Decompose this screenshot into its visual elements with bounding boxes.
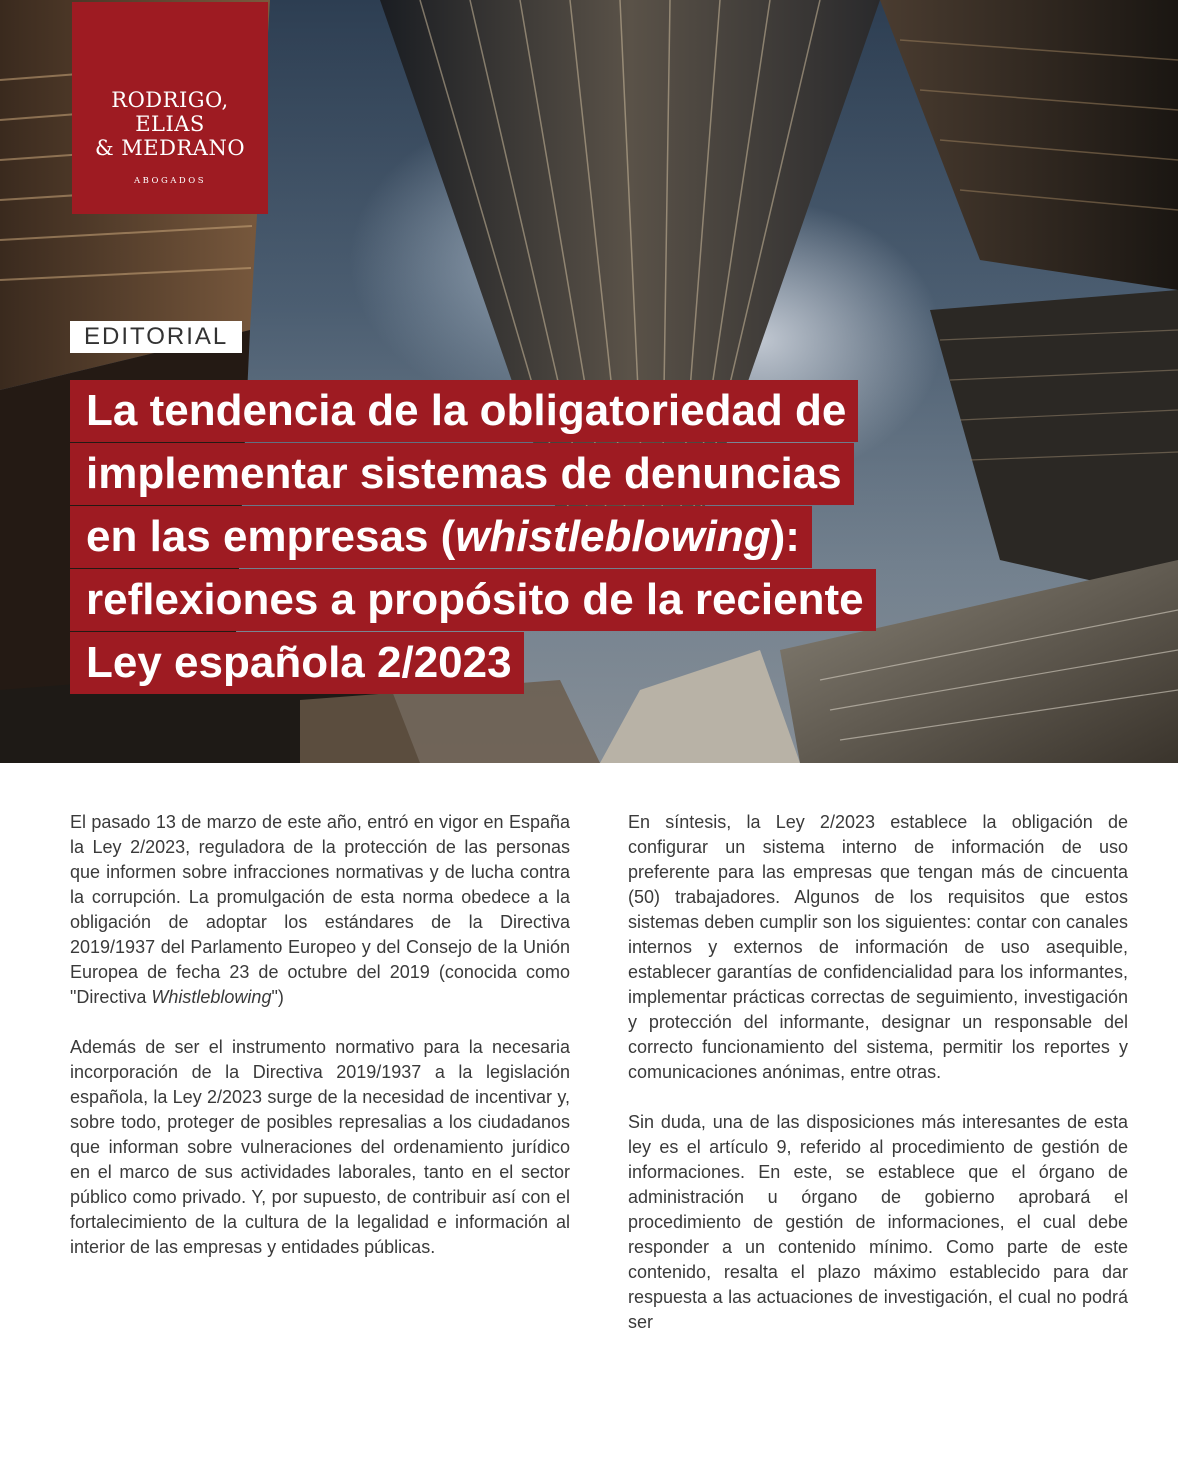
title-line-2: implementar sistemas de denuncias	[70, 443, 854, 505]
title-line-5: Ley española 2/2023	[70, 632, 524, 694]
paragraph-1	[70, 810, 570, 1010]
firm-logo	[72, 2, 268, 214]
paragraph-3: En síntesis, la Ley 2/2023 establece la obligación de configurar un sistema interno de información de uso preferente para las empresas que tengan más de cincuenta (50) trabajadores. Algunos de los requisitos que estos sistemas deben cumplir son los siguientes: contar con canales internos y externos de información de uso asequible, establecer garantías de confidencialidad para los informantes, implementar prácticas correctas de seguimiento, investigación y protección del informante, designar un responsable del correcto funcionamiento del sistema, permitir los reportes y comunicaciones anónimas, entre otras.	[628, 812, 1128, 1082]
title-line-3	[70, 506, 812, 568]
logo-subtitle: ABOGADOS	[133, 176, 207, 186]
logo-line-1: RODRIGO,	[111, 88, 229, 112]
title-line-3-start: en las empresas (	[86, 512, 456, 561]
paragraph-1-end: ")	[271, 987, 284, 1007]
paragraph-1-text: El pasado 13 de marzo de este año, entró en vigor en España la Ley 2/2023, reguladora de la protección de las personas que informen sobre infracciones normativas y de lucha contra la corrupción. La promulgación de esta norma obedece a la obligación de adoptar los estándares de la Directiva 2019/1937 del Parlamento Europeo y del Consejo de la Unión Europea de fecha 23 de octubre del 2019 (conocida como "Directiva	[70, 812, 570, 1007]
logo-line-3: & MEDRANO	[94, 136, 246, 160]
logo-wordmark	[72, 88, 268, 160]
paragraph-1-emphasis: Whistleblowing	[151, 987, 272, 1007]
title-emphasis: whistleblowing	[455, 512, 771, 561]
paragraph-4: Sin duda, una de las disposiciones más interesantes de esta ley es el artículo 9, referido al procedimiento de gestión de informaciones. En este, se establece que el órgano de administración u órgano de gobierno aprobará el procedimiento de gestión de informaciones, el cual debe responder a un contenido mínimo. Como parte de este contenido, resalta el plazo máximo establecido para dar respuesta a las actuaciones de investigación, el cual no podrá ser	[628, 1112, 1128, 1332]
body-column-left	[70, 810, 570, 1285]
title-line-3-end: ):	[770, 512, 800, 561]
body-column-right	[628, 810, 1128, 1360]
title-line-4: reflexiones a propósito de la reciente	[70, 569, 876, 631]
section-label: EDITORIAL	[70, 321, 242, 353]
logo-line-2: ELIAS	[135, 112, 205, 136]
title-line-1: La tendencia de la obligatoriedad de	[70, 380, 858, 442]
paragraph-2: Además de ser el instrumento normativo para la necesaria incorporación de la Directiva 2019/1937 a la legislación española, la Ley 2/2023 surge de la necesidad de incentivar y, sobre todo, proteger de posibles represalias a los ciudadanos que informan sobre vulneraciones del ordenamiento jurídico en el marco de sus actividades laborales, tanto en el sector público como privado. Y, por supuesto, de contribuir así con el fortalecimiento de la cultura de la legalidad e información al interior de las empresas y entidades públicas.	[70, 1037, 570, 1257]
article-title	[70, 380, 1110, 695]
